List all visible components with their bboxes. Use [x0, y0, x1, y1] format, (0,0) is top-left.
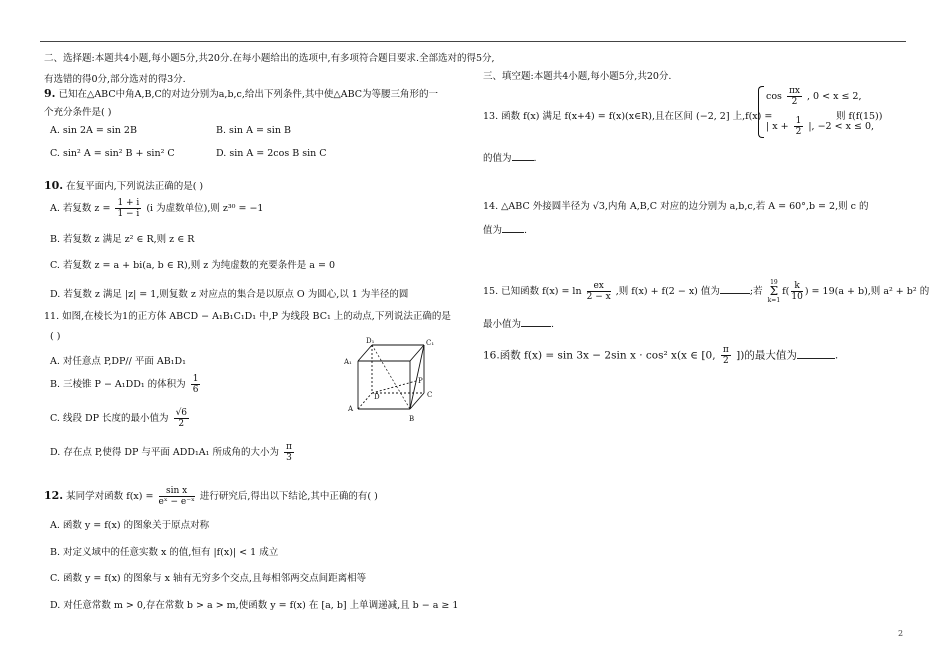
q9-number: 9.	[44, 87, 56, 100]
q15-answer-blank-1[interactable]	[720, 284, 750, 294]
q11-paren: ( )	[50, 331, 61, 342]
section3-heading: 三、填空题:本题共4小题,每小题5分,共20分.	[483, 71, 672, 82]
q14-line2: 值为 .	[483, 225, 528, 236]
q10-option-c[interactable]: C. 若复数 z = a + bi(a, b ∈ R),则 z 为纯虚数的充要条件是 a = 0	[50, 260, 335, 271]
q12-suffix: 进行研究后,得出以下结论,其中正确的有( )	[199, 491, 378, 502]
q9-text-line2: 个充分条件是( )	[44, 107, 112, 118]
q15-fraction	[587, 281, 611, 302]
q12-option-a[interactable]: A. 函数 y = f(x) 的图象关于原点对称	[50, 520, 210, 531]
q12-stem	[44, 486, 378, 507]
q11-c-denominator: 2	[178, 419, 185, 429]
q10-a-fraction	[115, 198, 141, 219]
top-rule	[40, 41, 906, 42]
q12-fraction	[159, 486, 195, 507]
q15-numerator: ex	[587, 281, 611, 292]
q14-answer-blank[interactable]	[502, 223, 524, 233]
q11-d-numerator: π	[286, 442, 292, 452]
q11-stem: 11. 如图,在棱长为1的正方体 ABCD − A₁B₁C₁D₁ 中,P 为线段 BC₁ 上的动点,下列说法正确的是	[44, 311, 451, 322]
q12-prefix: 某同学对函数 f(x) =	[66, 491, 154, 502]
q11-d-fraction	[284, 442, 294, 463]
q12-option-b[interactable]: B. 对定义域中的任意实数 x 的值,恒有 |f(x)| < 1 成立	[50, 547, 279, 558]
label-b: B	[409, 415, 415, 423]
q13-case1-numerator: πx	[788, 86, 800, 96]
q11-option-a[interactable]: A. 对任意点 P,DP// 平面 AB₁D₁	[50, 356, 186, 367]
q15-middle: ,则 f(x) + f(2 − x) 值为	[615, 286, 720, 297]
q11-cube-figure	[340, 335, 440, 427]
q13-case2-denominator: 2	[795, 127, 802, 137]
q15-stem	[483, 279, 929, 304]
q13-tail: 则 f(f(15))	[836, 111, 883, 122]
label-c1: C₁	[426, 339, 435, 347]
section2-heading-line2: 有选错的得0分,部分选对的得3分.	[44, 74, 186, 85]
q15-middle2: ;若	[749, 286, 763, 297]
q12-denominator: eˣ − e⁻ˣ	[158, 497, 195, 507]
q10-option-b[interactable]: B. 若复数 z 满足 z² ∈ R,则 z ∈ R	[50, 234, 195, 245]
q11-c-fraction	[174, 408, 189, 429]
q15-sum-prefix: f(	[782, 286, 790, 297]
q10-a-denominator: 1 − i	[117, 209, 140, 219]
q15-denominator: 2 − x	[586, 292, 611, 302]
q13-case1-suffix: , 0 < x ≤ 2,	[806, 91, 862, 102]
q15-line2: 最小值为 .	[483, 319, 555, 330]
q9-option-b[interactable]: B. sin A = sin B	[216, 125, 291, 136]
q13-case1-denominator: 2	[791, 97, 798, 107]
label-p: P	[418, 377, 423, 385]
q10-text: 在复平面内,下列说法正确的是( )	[66, 181, 204, 192]
label-a: A	[348, 405, 354, 413]
q13-answer-label: 的值为	[483, 153, 512, 164]
q11-c-prefix: C. 线段 DP 长度的最小值为	[50, 413, 169, 424]
q15-answer-label: 最小值为	[483, 319, 522, 330]
q16-stem: 16.函数 f(x) = sin 3x − 2sin x · cos² x(x ∈ [0, $\frac{\pi}{2}$ ])的最大值为 .	[483, 345, 839, 366]
q11-d-denominator: 3	[286, 453, 292, 463]
q11-b-denominator: 6	[192, 385, 199, 395]
q11-option-d[interactable]	[50, 442, 296, 463]
q15-sum-fraction	[791, 281, 802, 302]
q15-sum-bottom: k=1	[767, 297, 781, 304]
label-c: C	[427, 391, 433, 399]
label-d: D	[374, 393, 380, 401]
q9-stem	[44, 86, 438, 100]
q10-option-d[interactable]: D. 若复数 z 满足 |z| = 1,则复数 z 对应点的集合是以原点 O 为圆心,以 1 为半径的圆	[50, 289, 409, 300]
q15-sum-denominator: 10	[791, 292, 803, 302]
q15-sum-sign	[768, 279, 780, 304]
section2-heading-line1: 二、选择题:本题共4小题,每小题5分,共20分.在每小题给出的选项中,有多项符合题目要求.全部选对的得5分,	[44, 53, 495, 64]
q13-case2-suffix: |, −2 < x ≤ 0,	[808, 121, 875, 132]
q13-case2-prefix: | x +	[766, 121, 789, 132]
q12-option-c[interactable]: C. 函数 y = f(x) 的图象与 x 轴有无穷多个交点,且每相邻两交点间距离相等	[50, 573, 367, 584]
q9-option-a[interactable]: A. sin 2A = sin 2B	[50, 125, 137, 136]
q14-answer-label: 值为	[483, 225, 503, 236]
q9-text-line1: 已知在△ABC中角A,B,C的对边分别为a,b,c,给出下列条件,其中使△ABC为等腰三角形的一	[58, 89, 438, 100]
q9-option-d[interactable]: D. sin A = 2cos B sin C	[216, 148, 327, 159]
q11-b-numerator: 1	[192, 374, 199, 384]
q15-sum-top: 19	[770, 279, 778, 286]
q14-stem: 14. △ABC 外接圆半径为 √3,内角 A,B,C 对应的边分别为 a,b,c,若 A = 60°,b = 2,则 c 的	[483, 201, 869, 212]
q16-fraction	[721, 345, 731, 366]
q13-line2: 的值为 .	[483, 153, 537, 164]
q10-a-numerator: 1 + i	[117, 198, 140, 208]
q13-answer-blank[interactable]	[512, 151, 534, 161]
edge-a1-d1	[358, 345, 372, 361]
q13-case2-numerator: 1	[795, 116, 802, 126]
q10-a-prefix: A. 若复数 z =	[50, 203, 111, 214]
q9-option-c[interactable]: C. sin² A = sin² B + sin² C	[50, 148, 175, 159]
label-d1: D₁	[366, 337, 375, 345]
q12-number: 12.	[44, 489, 64, 502]
q16-denominator: 2	[722, 356, 729, 366]
q13-case1	[766, 86, 862, 107]
q10-a-suffix: (i 为虚数单位),则 z³⁰ = −1	[146, 203, 264, 214]
q13-case1-prefix: cos	[766, 91, 782, 102]
q11-b-fraction	[191, 374, 201, 395]
q13-case2-fraction	[794, 116, 804, 137]
q13-case1-fraction	[787, 86, 802, 107]
q15-sum-numerator: k	[791, 281, 802, 292]
q12-numerator: sin x	[159, 486, 195, 497]
q15-answer-blank-2[interactable]	[521, 317, 551, 327]
q16-suffix: ])的最大值为	[736, 349, 797, 362]
label-a1: A₁	[344, 358, 352, 366]
q13-brace	[758, 86, 764, 138]
page-number: 2	[898, 629, 904, 638]
q10-stem	[44, 178, 203, 192]
q16-numerator: π	[722, 345, 729, 355]
q12-option-d[interactable]: D. 对任意常数 m > 0,存在常数 b > a > m,使函数 y = f(x) 在 [a, b] 上单调递减,且 b − a ≥ 1	[50, 600, 459, 611]
q11-option-b[interactable]	[50, 374, 202, 395]
q15-prefix: 15. 已知函数 f(x) = ln	[483, 286, 582, 297]
q11-option-c[interactable]	[50, 408, 191, 429]
q16-answer-blank[interactable]	[797, 349, 835, 359]
q16-prefix: 16.函数 f(x) = sin 3x − 2sin x · cos² x(x ∈ [0,	[483, 349, 716, 362]
q10-option-a[interactable]	[50, 198, 263, 219]
q10-number: 10.	[44, 179, 64, 192]
q11-c-numerator: √6	[175, 408, 188, 418]
q15-sum-suffix: ) = 19(a + b),则 a² + b² 的	[804, 286, 930, 297]
q11-b-prefix: B. 三棱锥 P − A₁DD₁ 的体积为	[50, 379, 186, 390]
q11-d-prefix: D. 存在点 P,使得 DP 与平面 ADD₁A₁ 所成角的大小为	[50, 447, 279, 458]
q13-stem: 13. 函数 f(x) 满足 f(x+4) = f(x)(x∈R),且在区间 (−2, 2] 上,f(x) =	[483, 111, 773, 122]
segment-d-p	[372, 381, 416, 393]
edge-a-d	[358, 393, 372, 409]
q15-sigma: Σ	[769, 284, 779, 298]
